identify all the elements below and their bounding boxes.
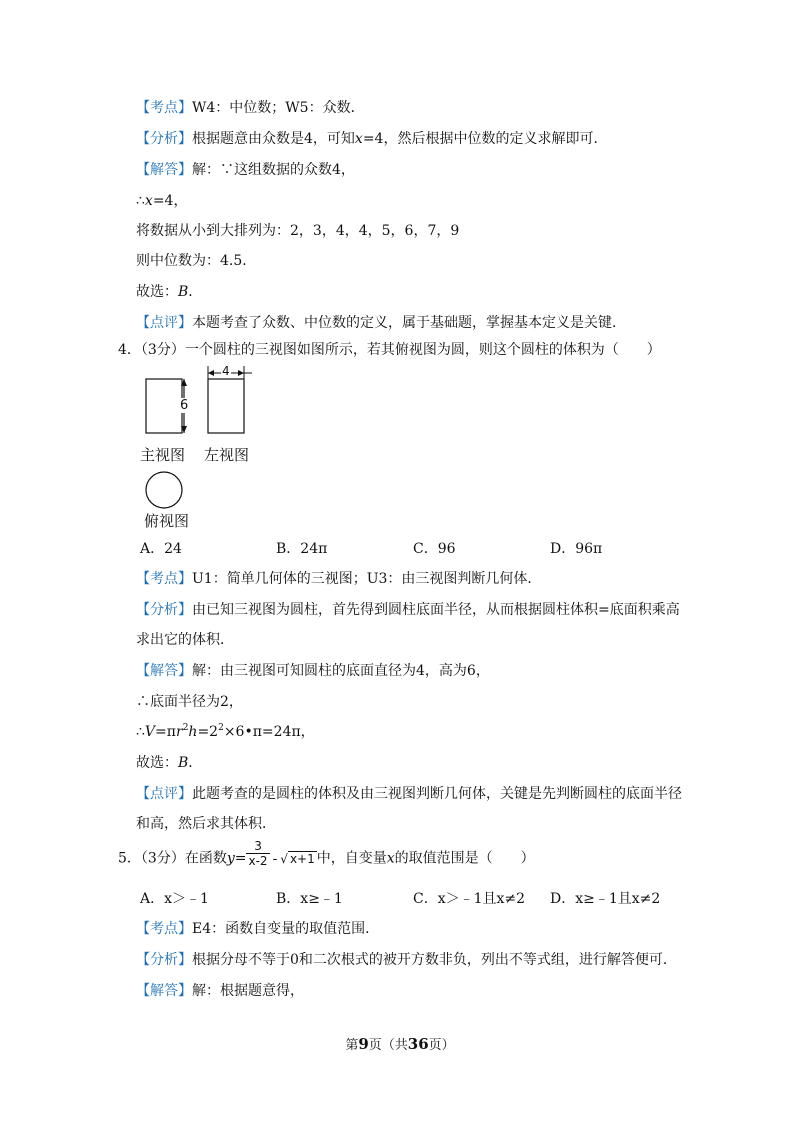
- dianping-text: 此题考查的是圆柱的体积及由三视图判断几何体，关键是先判断圆柱的底面半径: [192, 786, 682, 802]
- fraction: [246, 839, 269, 868]
- kaodian-text: E4：函数自变量的取值范围．: [192, 921, 380, 937]
- q3-fenxi: [136, 130, 607, 148]
- stem-text: 的取值范围是（ ）: [394, 850, 535, 867]
- fenxi-tag: 【分析】: [136, 602, 192, 618]
- q5-option-d[interactable]: [550, 890, 660, 908]
- jieda-tag: 【解答】: [136, 162, 192, 178]
- left-view-label: 左视图: [204, 446, 250, 464]
- option-letter: D．: [550, 541, 576, 557]
- q4-option-c[interactable]: [413, 540, 456, 558]
- q5-fenxi: [136, 951, 677, 969]
- therefore-rest: =4，: [152, 193, 188, 209]
- option-text: x≥﹣1: [300, 891, 343, 907]
- choice-answer: B: [178, 284, 189, 300]
- dianping-tag: 【点评】: [136, 315, 192, 331]
- exponent: 2: [182, 723, 189, 733]
- jieda-tag: 【解答】: [136, 983, 192, 999]
- q4-dianping-2: 和高，然后求其体积．: [136, 816, 276, 832]
- q3-choice: [136, 283, 202, 301]
- q3-jieda: [136, 161, 355, 179]
- var-x: x: [144, 193, 153, 209]
- option-text: 24π: [300, 541, 328, 557]
- formula-part: ×6•π=24π，: [223, 724, 315, 740]
- q4-stem: 4．（3分）一个圆柱的三视图如图所示，若其俯视图为圆，则这个圆柱的体积为（ ）: [118, 342, 661, 358]
- q5-option-c[interactable]: [413, 890, 525, 908]
- jieda-tag: 【解答】: [136, 663, 192, 679]
- jieda-text: 解：根据题意得，: [192, 983, 304, 999]
- left-view-rect: [208, 379, 244, 433]
- therefore-symbol: ∴: [136, 724, 145, 740]
- jieda-text: 解：∵这组数据的众数4，: [192, 162, 355, 178]
- var-y: y: [226, 850, 235, 867]
- q3-kaodian: [136, 99, 365, 117]
- choice-label: 故选：: [136, 755, 178, 771]
- stem-text: 中，自变量: [316, 850, 387, 867]
- q5-option-a[interactable]: [140, 890, 209, 908]
- minus-sign: -: [272, 850, 278, 867]
- therefore-symbol: ∴: [136, 193, 145, 209]
- option-letter: C．: [413, 891, 438, 907]
- q3-median: 则中位数为：4.5．: [136, 253, 257, 269]
- dim-width-label: 4: [222, 364, 230, 378]
- dianping-tag: 【点评】: [136, 786, 192, 802]
- option-text: 96: [437, 541, 456, 557]
- q5-kaodian: [136, 920, 379, 938]
- stem-text: 5．（3分）在函数: [118, 850, 227, 867]
- option-text: 24: [164, 541, 182, 557]
- footer-text: 页）: [428, 1038, 455, 1053]
- option-letter: A．: [140, 541, 165, 557]
- q4-option-d[interactable]: [550, 540, 602, 558]
- equals: =: [234, 850, 247, 867]
- fenxi-text: 由已知三视图为圆柱，首先得到圆柱底面半径，从而根据圆柱体积=底面积乘高: [192, 602, 680, 618]
- var-r: r: [175, 724, 183, 740]
- page-footer: [0, 1034, 800, 1053]
- q4-jieda: [136, 662, 490, 680]
- var-x: x: [386, 850, 395, 867]
- fenxi-tag: 【分析】: [136, 952, 192, 968]
- footer-text: 第: [345, 1038, 359, 1053]
- option-letter: A．: [140, 891, 165, 907]
- q4-choice: [136, 754, 202, 772]
- q4-dianping: [136, 785, 682, 803]
- footer-text: 页（共: [368, 1038, 408, 1053]
- top-view-circle: [146, 472, 182, 508]
- option-letter: B．: [276, 891, 301, 907]
- q5-option-b[interactable]: [276, 890, 343, 908]
- choice-answer: B: [178, 755, 189, 771]
- option-text: x＞﹣1且x≠2: [437, 891, 526, 907]
- option-text: x≥﹣1且x≠2: [575, 891, 661, 907]
- choice-label: 故选：: [136, 284, 178, 300]
- choice-end: ．: [188, 755, 203, 771]
- total-pages: 36: [407, 1035, 429, 1053]
- front-view-label: 主视图: [140, 446, 186, 464]
- exponent: 2: [218, 723, 224, 733]
- option-text: x＞﹣1: [164, 891, 209, 907]
- option-text: 96π: [575, 541, 603, 557]
- fenxi-text: 根据分母不等于0和二次根式的被开方数非负，列出不等式组，进行解答便可．: [192, 952, 677, 968]
- q4-option-a[interactable]: [140, 540, 182, 558]
- q4-radius: ∴底面半径为2，: [136, 694, 243, 710]
- radicand: x+1: [289, 851, 315, 866]
- var-v: V: [144, 724, 156, 740]
- kaodian-text: W4：中位数；W5：众数．: [192, 100, 365, 116]
- q3-dianping: [136, 314, 626, 332]
- kaodian-tag: 【考点】: [136, 100, 192, 116]
- dim-height-label: 6: [180, 398, 189, 413]
- front-view-rect: [146, 379, 182, 433]
- dianping-text: 本题考查了众数、中位数的定义，属于基础题，掌握基本定义是关键．: [192, 315, 626, 331]
- page-number: 9: [358, 1035, 369, 1053]
- formula-part: =π: [155, 724, 176, 740]
- q3-sort: 将数据从小到大排列为：2，3，4，4，5，6，7，9: [136, 223, 460, 239]
- q4-kaodian: [136, 570, 541, 588]
- q4-fenxi-2: 求出它的体积．: [136, 632, 234, 648]
- kaodian-text: U1：简单几何体的三视图；U3：由三视图判断几何体．: [192, 571, 542, 587]
- q4-formula: [136, 723, 315, 741]
- jieda-text: 解：由三视图可知圆柱的底面直径为4，高为6，: [192, 663, 490, 679]
- option-letter: C．: [413, 541, 438, 557]
- q3-therefore: [136, 192, 187, 210]
- top-view-label: 俯视图: [144, 512, 190, 530]
- var-h: h: [188, 724, 198, 740]
- kaodian-tag: 【考点】: [136, 571, 192, 587]
- fenxi-text: 根据题意由众数是4，可知: [192, 131, 355, 147]
- q4-fenxi: [136, 601, 680, 619]
- q5-jieda: [136, 982, 304, 1000]
- formula-part: =2: [197, 724, 219, 740]
- fraction-denominator: x-2: [248, 854, 268, 868]
- square-root: √ x+1: [280, 851, 315, 866]
- option-letter: D．: [550, 891, 576, 907]
- q5-stem: [118, 839, 535, 868]
- kaodian-tag: 【考点】: [136, 921, 192, 937]
- var-x: x: [354, 131, 363, 147]
- option-letter: B．: [276, 541, 301, 557]
- fraction-numerator: 3: [246, 839, 269, 854]
- fenxi-text-2: =4，然后根据中位数的定义求解即可．: [362, 131, 608, 147]
- fenxi-tag: 【分析】: [136, 131, 192, 147]
- q4-option-b[interactable]: [276, 540, 327, 558]
- choice-end: ．: [188, 284, 203, 300]
